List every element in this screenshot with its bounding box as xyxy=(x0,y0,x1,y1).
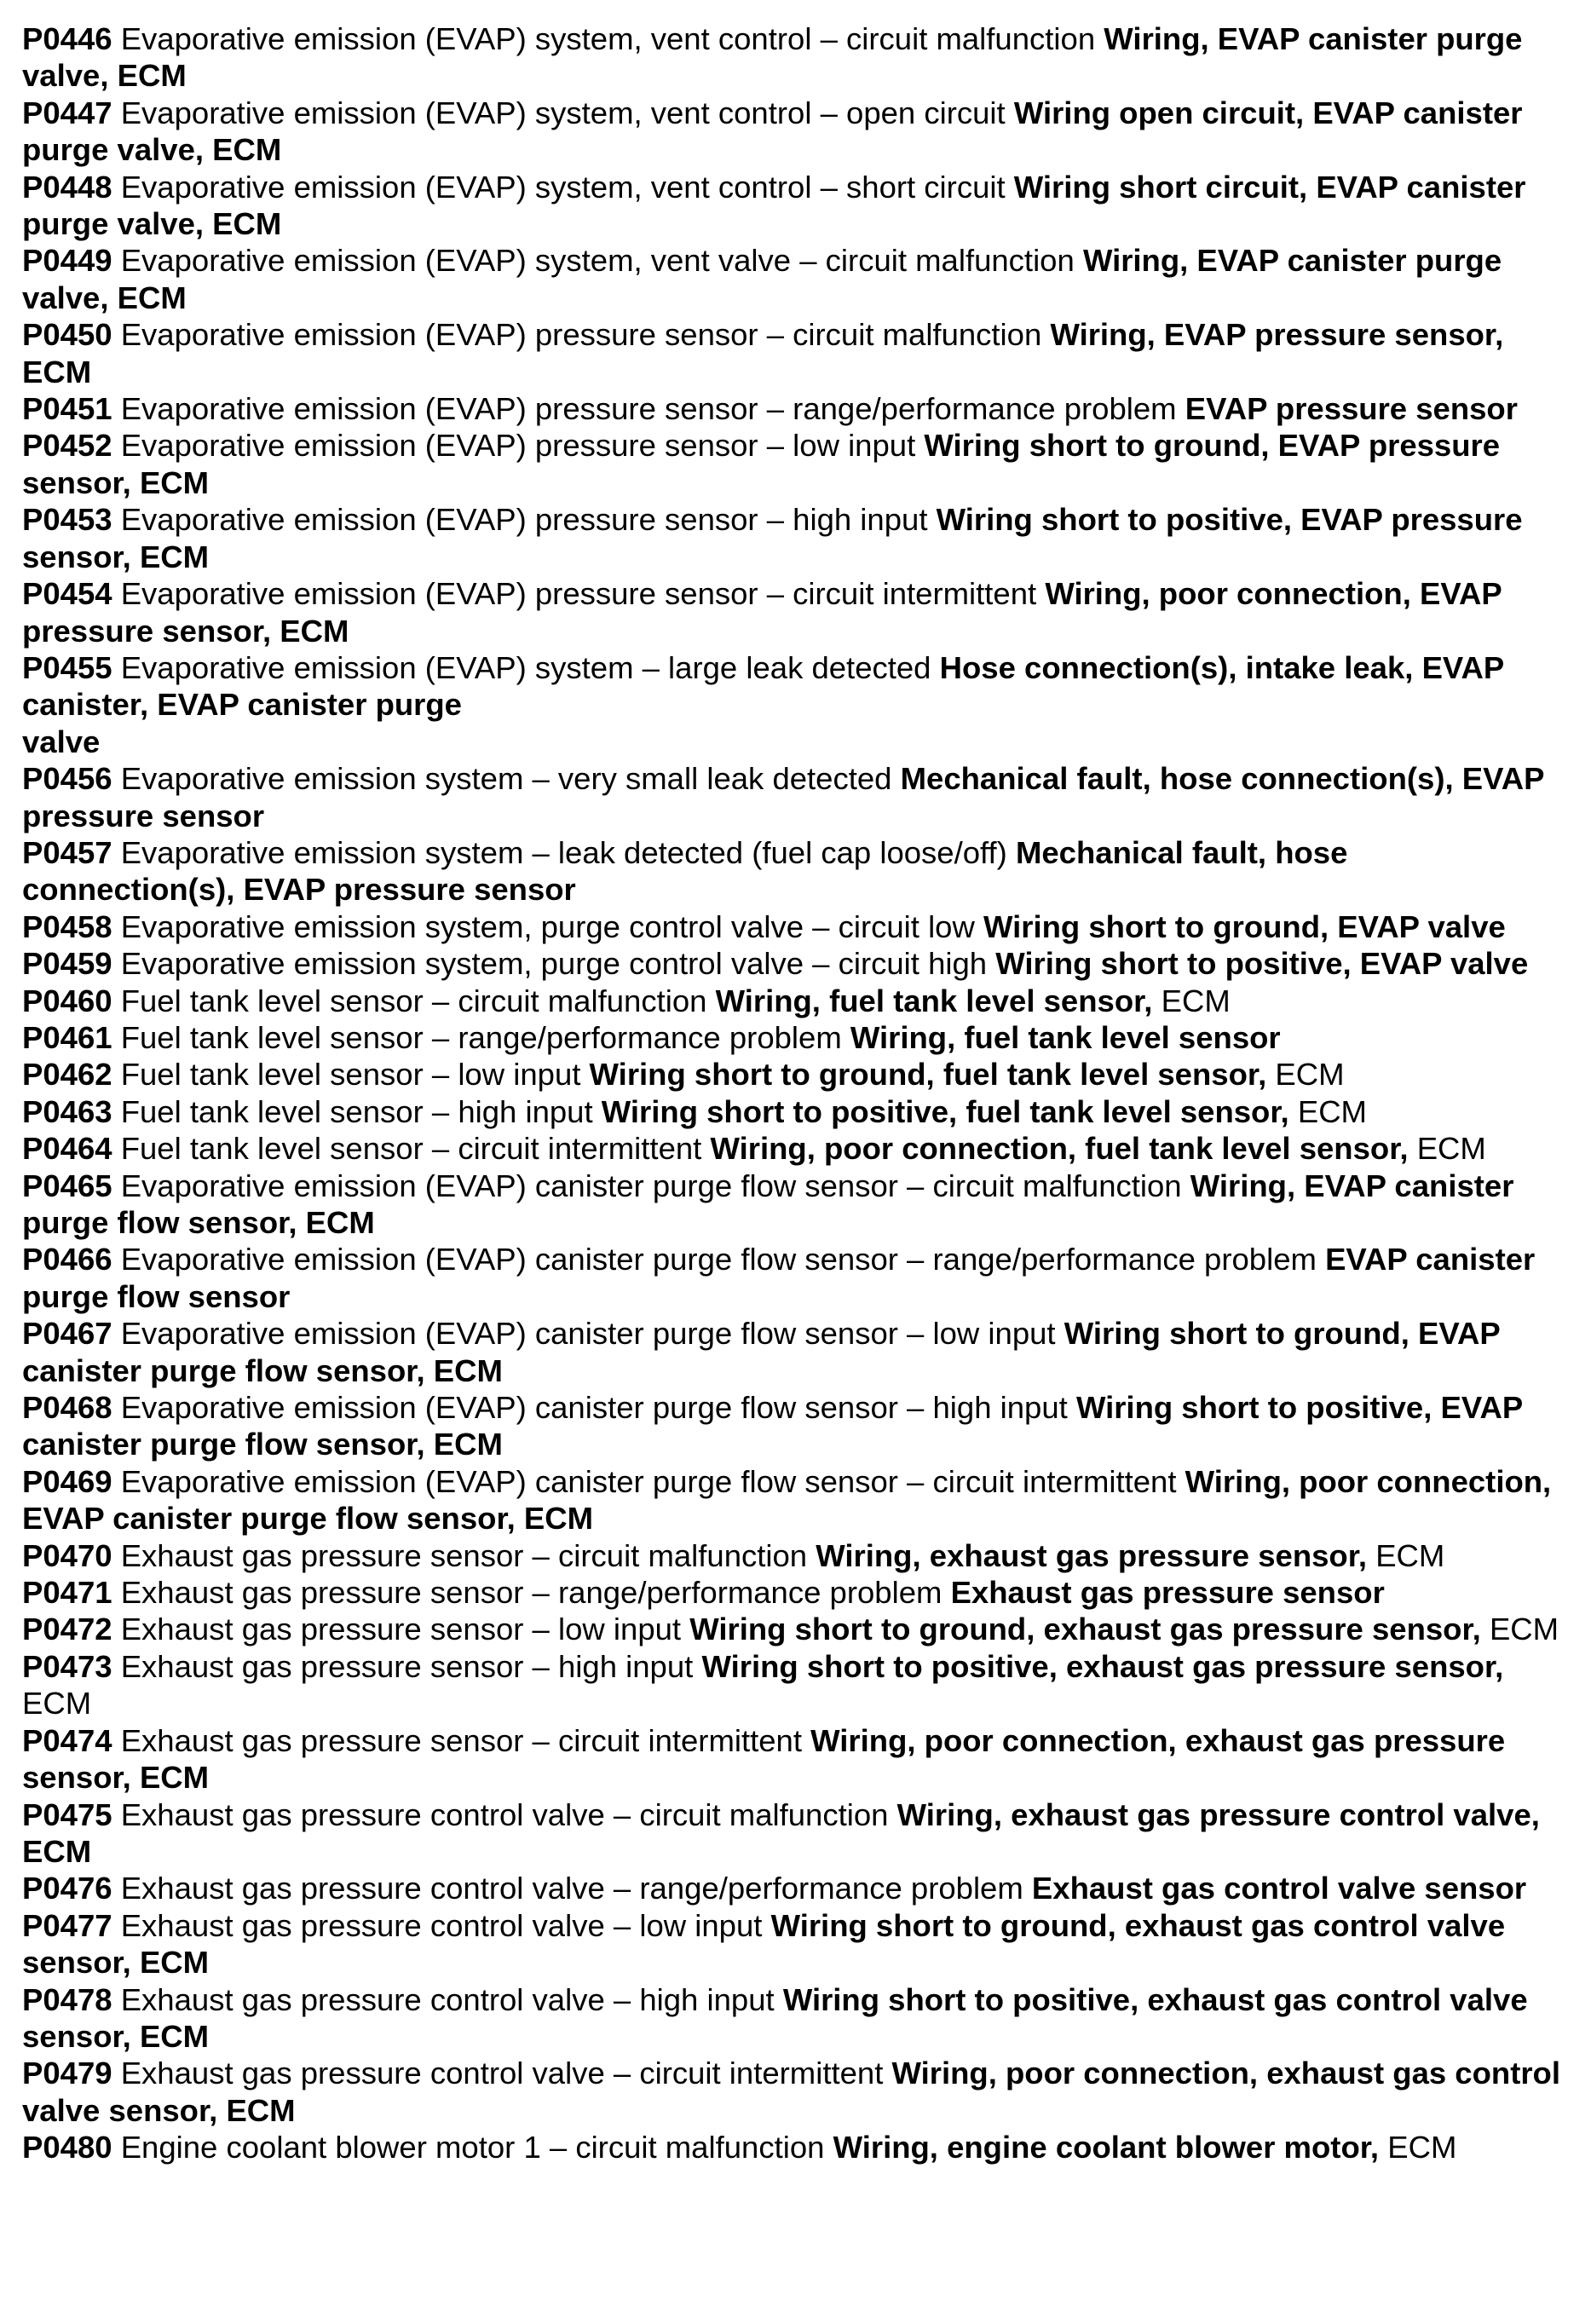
dtc-probable-cause-ecm: ECM xyxy=(1161,983,1231,1018)
dtc-probable-cause: Wiring, poor connection, fuel tank level sensor, xyxy=(710,1131,1409,1167)
dtc-description: Exhaust gas pressure control valve – circuit intermittent xyxy=(120,2056,884,2091)
dtc-entry xyxy=(22,1537,1565,1574)
dtc-code: P0454 xyxy=(22,576,112,612)
dtc-entry xyxy=(22,1611,1565,1647)
dtc-entry xyxy=(22,1796,1565,1871)
dtc-entry xyxy=(22,1722,1565,1796)
dtc-probable-cause: EVAP canister purge flow sensor xyxy=(22,1242,1536,1314)
dtc-description: Fuel tank level sensor – range/performance problem xyxy=(120,1019,842,1055)
dtc-entry xyxy=(22,1389,1565,1463)
dtc-code: P0476 xyxy=(22,1871,112,1906)
dtc-probable-cause: Wiring, poor connection, exhaust gas control valve sensor, ECM xyxy=(22,2056,1560,2128)
dtc-probable-cause: Hose connection(s), intake leak, EVAP canister, EVAP canister purge xyxy=(22,649,1504,723)
dtc-probable-cause-ecm: ECM xyxy=(1375,1537,1445,1573)
dtc-code: P0480 xyxy=(22,2130,112,2165)
dtc-description: Exhaust gas pressure sensor – circuit intermittent xyxy=(120,1722,802,1758)
dtc-probable-cause: Wiring short to ground, EVAP canister purge flow sensor, ECM xyxy=(22,1316,1501,1388)
dtc-description: Evaporative emission (EVAP) pressure sensor – circuit intermittent xyxy=(120,576,1037,612)
dtc-probable-cause-ecm: ECM xyxy=(1297,1093,1367,1129)
dtc-entry xyxy=(22,1870,1565,1906)
dtc-description: Evaporative emission system, purge control valve – circuit high xyxy=(120,946,988,982)
dtc-probable-cause: Mechanical fault, hose connection(s), EVAP pressure sensor xyxy=(22,834,1348,908)
dtc-description: Evaporative emission (EVAP) pressure sensor – range/performance problem xyxy=(120,391,1177,427)
dtc-probable-cause-ecm: ECM xyxy=(1275,1057,1345,1093)
dtc-description: Evaporative emission (EVAP) system, vent control – open circuit xyxy=(120,95,1006,130)
dtc-probable-cause-ecm: ECM xyxy=(22,1686,92,1721)
dtc-entry xyxy=(22,1093,1565,1130)
dtc-probable-cause: Wiring, exhaust gas pressure control valve, ECM xyxy=(22,1796,1540,1869)
dtc-description: Exhaust gas pressure control valve – circuit malfunction xyxy=(120,1796,889,1832)
dtc-code: P0466 xyxy=(22,1242,112,1277)
dtc-code: P0475 xyxy=(22,1796,112,1832)
dtc-code: P0458 xyxy=(22,908,112,944)
dtc-code: P0468 xyxy=(22,1390,112,1426)
dtc-code: P0463 xyxy=(22,1093,112,1129)
dtc-description: Evaporative emission (EVAP) pressure sensor – high input xyxy=(120,502,928,538)
dtc-description: Evaporative emission (EVAP) system – large leak detected xyxy=(120,649,931,685)
dtc-entry xyxy=(22,1019,1565,1056)
dtc-code: P0461 xyxy=(22,1019,112,1055)
dtc-entry xyxy=(22,760,1565,834)
dtc-probable-cause: Wiring, engine coolant blower motor, xyxy=(833,2130,1380,2165)
dtc-description: Evaporative emission (EVAP) canister purge flow sensor – high input xyxy=(120,1390,1068,1426)
dtc-probable-cause: Wiring short to ground, EVAP pressure sensor, ECM xyxy=(22,428,1501,500)
dtc-description: Fuel tank level sensor – circuit malfunction xyxy=(120,983,707,1018)
dtc-probable-cause: Wiring, EVAP canister purge valve, ECM xyxy=(22,243,1502,315)
dtc-probable-cause: Exhaust gas pressure sensor xyxy=(950,1575,1385,1611)
dtc-probable-cause: Mechanical fault, hose connection(s), EVAP pressure sensor xyxy=(22,761,1544,833)
dtc-description: Engine coolant blower motor 1 – circuit malfunction xyxy=(120,2130,825,2165)
dtc-description: Exhaust gas pressure control valve – high input xyxy=(120,1981,775,2017)
dtc-list xyxy=(22,20,1565,2166)
dtc-probable-cause: Wiring short to positive, exhaust gas control valve sensor, ECM xyxy=(22,1981,1528,2054)
dtc-description: Exhaust gas pressure control valve – low input xyxy=(120,1907,763,1943)
dtc-probable-cause: Wiring, EVAP canister purge valve, ECM xyxy=(22,21,1523,94)
dtc-description: Evaporative emission (EVAP) system, vent control – short circuit xyxy=(120,169,1006,205)
dtc-code: P0469 xyxy=(22,1463,112,1499)
dtc-probable-cause: Wiring short to positive, exhaust gas pressure sensor, xyxy=(701,1648,1504,1684)
dtc-code: P0453 xyxy=(22,502,112,538)
dtc-probable-cause-continued: valve xyxy=(22,724,101,759)
dtc-code: P0471 xyxy=(22,1575,112,1611)
dtc-probable-cause: Wiring, EVAP pressure sensor, ECM xyxy=(22,317,1504,389)
dtc-description: Exhaust gas pressure sensor – circuit malfunction xyxy=(120,1537,808,1573)
dtc-description: Exhaust gas pressure control valve – range/performance problem xyxy=(120,1871,1023,1906)
dtc-description: Evaporative emission (EVAP) canister purge flow sensor – low input xyxy=(120,1316,1056,1352)
dtc-code: P0479 xyxy=(22,2056,112,2091)
dtc-code: P0450 xyxy=(22,317,112,353)
dtc-entry xyxy=(22,1056,1565,1093)
dtc-entry xyxy=(22,390,1565,427)
dtc-entry xyxy=(22,649,1565,760)
dtc-entry xyxy=(22,2055,1565,2129)
dtc-probable-cause: Wiring, EVAP canister purge flow sensor, ECM xyxy=(22,1168,1514,1240)
dtc-description: Exhaust gas pressure sensor – range/performance problem xyxy=(120,1575,942,1611)
dtc-code: P0474 xyxy=(22,1722,112,1758)
dtc-probable-cause: Wiring, poor connection, EVAP canister purge flow sensor, ECM xyxy=(22,1463,1552,1537)
dtc-entry xyxy=(22,908,1565,945)
dtc-code: P0455 xyxy=(22,649,112,685)
dtc-code: P0451 xyxy=(22,391,112,427)
dtc-description: Evaporative emission (EVAP) canister purge flow sensor – circuit intermittent xyxy=(120,1463,1177,1499)
dtc-code: P0477 xyxy=(22,1907,112,1943)
dtc-code: P0452 xyxy=(22,428,112,464)
dtc-description: Fuel tank level sensor – low input xyxy=(120,1057,581,1093)
dtc-description: Evaporative emission system – very small leak detected xyxy=(120,761,892,797)
dtc-entry xyxy=(22,1981,1565,2056)
dtc-description: Exhaust gas pressure sensor – low input xyxy=(120,1612,682,1647)
dtc-probable-cause: Wiring, poor connection, EVAP pressure sensor, ECM xyxy=(22,576,1502,649)
dtc-entry xyxy=(22,1241,1565,1315)
dtc-entry xyxy=(22,1130,1565,1167)
dtc-probable-cause: Wiring short to positive, EVAP valve xyxy=(995,946,1529,982)
dtc-description: Evaporative emission (EVAP) pressure sensor – circuit malfunction xyxy=(120,317,1042,353)
dtc-entry xyxy=(22,20,1565,95)
dtc-code: P0448 xyxy=(22,169,112,205)
dtc-entry xyxy=(22,242,1565,316)
dtc-entry xyxy=(22,834,1565,908)
dtc-entry xyxy=(22,1907,1565,1981)
dtc-probable-cause: Wiring, fuel tank level sensor xyxy=(850,1019,1281,1055)
dtc-probable-cause-ecm: ECM xyxy=(1489,1612,1559,1647)
dtc-code: P0459 xyxy=(22,946,112,982)
dtc-code: P0470 xyxy=(22,1537,112,1573)
dtc-probable-cause: Wiring short to ground, exhaust gas pressure sensor, xyxy=(689,1612,1481,1647)
dtc-code: P0462 xyxy=(22,1057,112,1093)
dtc-probable-cause: EVAP pressure sensor xyxy=(1185,391,1518,427)
dtc-entry xyxy=(22,1315,1565,1389)
dtc-entry xyxy=(22,1168,1565,1242)
dtc-description: Fuel tank level sensor – circuit intermittent xyxy=(120,1131,702,1167)
dtc-description: Evaporative emission system, purge control valve – circuit low xyxy=(120,908,975,944)
dtc-probable-cause: Wiring short to positive, fuel tank level sensor, xyxy=(601,1093,1289,1129)
dtc-probable-cause: Wiring, exhaust gas pressure sensor, xyxy=(816,1537,1368,1573)
dtc-probable-cause: Wiring short to positive, EVAP pressure sensor, ECM xyxy=(22,502,1523,574)
dtc-description: Evaporative emission (EVAP) canister purge flow sensor – range/performance problem xyxy=(120,1242,1317,1277)
dtc-probable-cause: Wiring short to ground, exhaust gas control valve sensor, ECM xyxy=(22,1907,1506,1981)
dtc-entry xyxy=(22,2129,1565,2165)
dtc-entry xyxy=(22,945,1565,982)
dtc-code: P0457 xyxy=(22,834,112,870)
dtc-code: P0467 xyxy=(22,1316,112,1352)
dtc-code: P0464 xyxy=(22,1131,112,1167)
dtc-entry xyxy=(22,1574,1565,1611)
dtc-entry xyxy=(22,169,1565,243)
dtc-description: Evaporative emission (EVAP) system, vent valve – circuit malfunction xyxy=(120,243,1075,279)
dtc-probable-cause: Wiring short to ground, fuel tank level sensor, xyxy=(589,1057,1267,1093)
dtc-probable-cause: Wiring short to positive, EVAP canister purge flow sensor, ECM xyxy=(22,1390,1523,1462)
dtc-description: Evaporative emission (EVAP) system, vent control – circuit malfunction xyxy=(120,21,1096,56)
dtc-entry xyxy=(22,575,1565,649)
dtc-probable-cause: Exhaust gas control valve sensor xyxy=(1031,1871,1527,1906)
dtc-code: P0478 xyxy=(22,1981,112,2017)
dtc-probable-cause: Wiring short to ground, EVAP valve xyxy=(983,908,1506,944)
dtc-code: P0465 xyxy=(22,1168,112,1203)
dtc-description: Exhaust gas pressure sensor – high input xyxy=(120,1648,694,1684)
dtc-description: Evaporative emission (EVAP) pressure sensor – low input xyxy=(120,428,916,464)
dtc-entry xyxy=(22,1648,1565,1722)
dtc-description: Fuel tank level sensor – high input xyxy=(120,1093,593,1129)
dtc-description: Evaporative emission system – leak detected (fuel cap loose/off) xyxy=(120,834,1007,870)
dtc-probable-cause: Wiring open circuit, EVAP canister purge valve, ECM xyxy=(22,95,1523,168)
dtc-entry xyxy=(22,316,1565,390)
dtc-code: P0447 xyxy=(22,95,112,130)
dtc-code: P0449 xyxy=(22,243,112,279)
dtc-entry xyxy=(22,983,1565,1019)
dtc-probable-cause-ecm: ECM xyxy=(1416,1131,1486,1167)
dtc-code: P0460 xyxy=(22,983,112,1018)
dtc-probable-cause: Wiring, fuel tank level sensor, xyxy=(715,983,1153,1018)
dtc-code: P0473 xyxy=(22,1648,112,1684)
dtc-probable-cause-ecm: ECM xyxy=(1387,2130,1457,2165)
dtc-entry xyxy=(22,1463,1565,1537)
dtc-code: P0446 xyxy=(22,21,112,56)
dtc-code: P0456 xyxy=(22,761,112,797)
dtc-probable-cause: Wiring, poor connection, exhaust gas pressure sensor, ECM xyxy=(22,1722,1506,1796)
dtc-entry xyxy=(22,95,1565,169)
dtc-entry xyxy=(22,501,1565,575)
dtc-probable-cause: Wiring short circuit, EVAP canister purge valve, ECM xyxy=(22,169,1526,242)
dtc-entry xyxy=(22,427,1565,501)
dtc-code: P0472 xyxy=(22,1612,112,1647)
dtc-description: Evaporative emission (EVAP) canister purge flow sensor – circuit malfunction xyxy=(120,1168,1182,1203)
